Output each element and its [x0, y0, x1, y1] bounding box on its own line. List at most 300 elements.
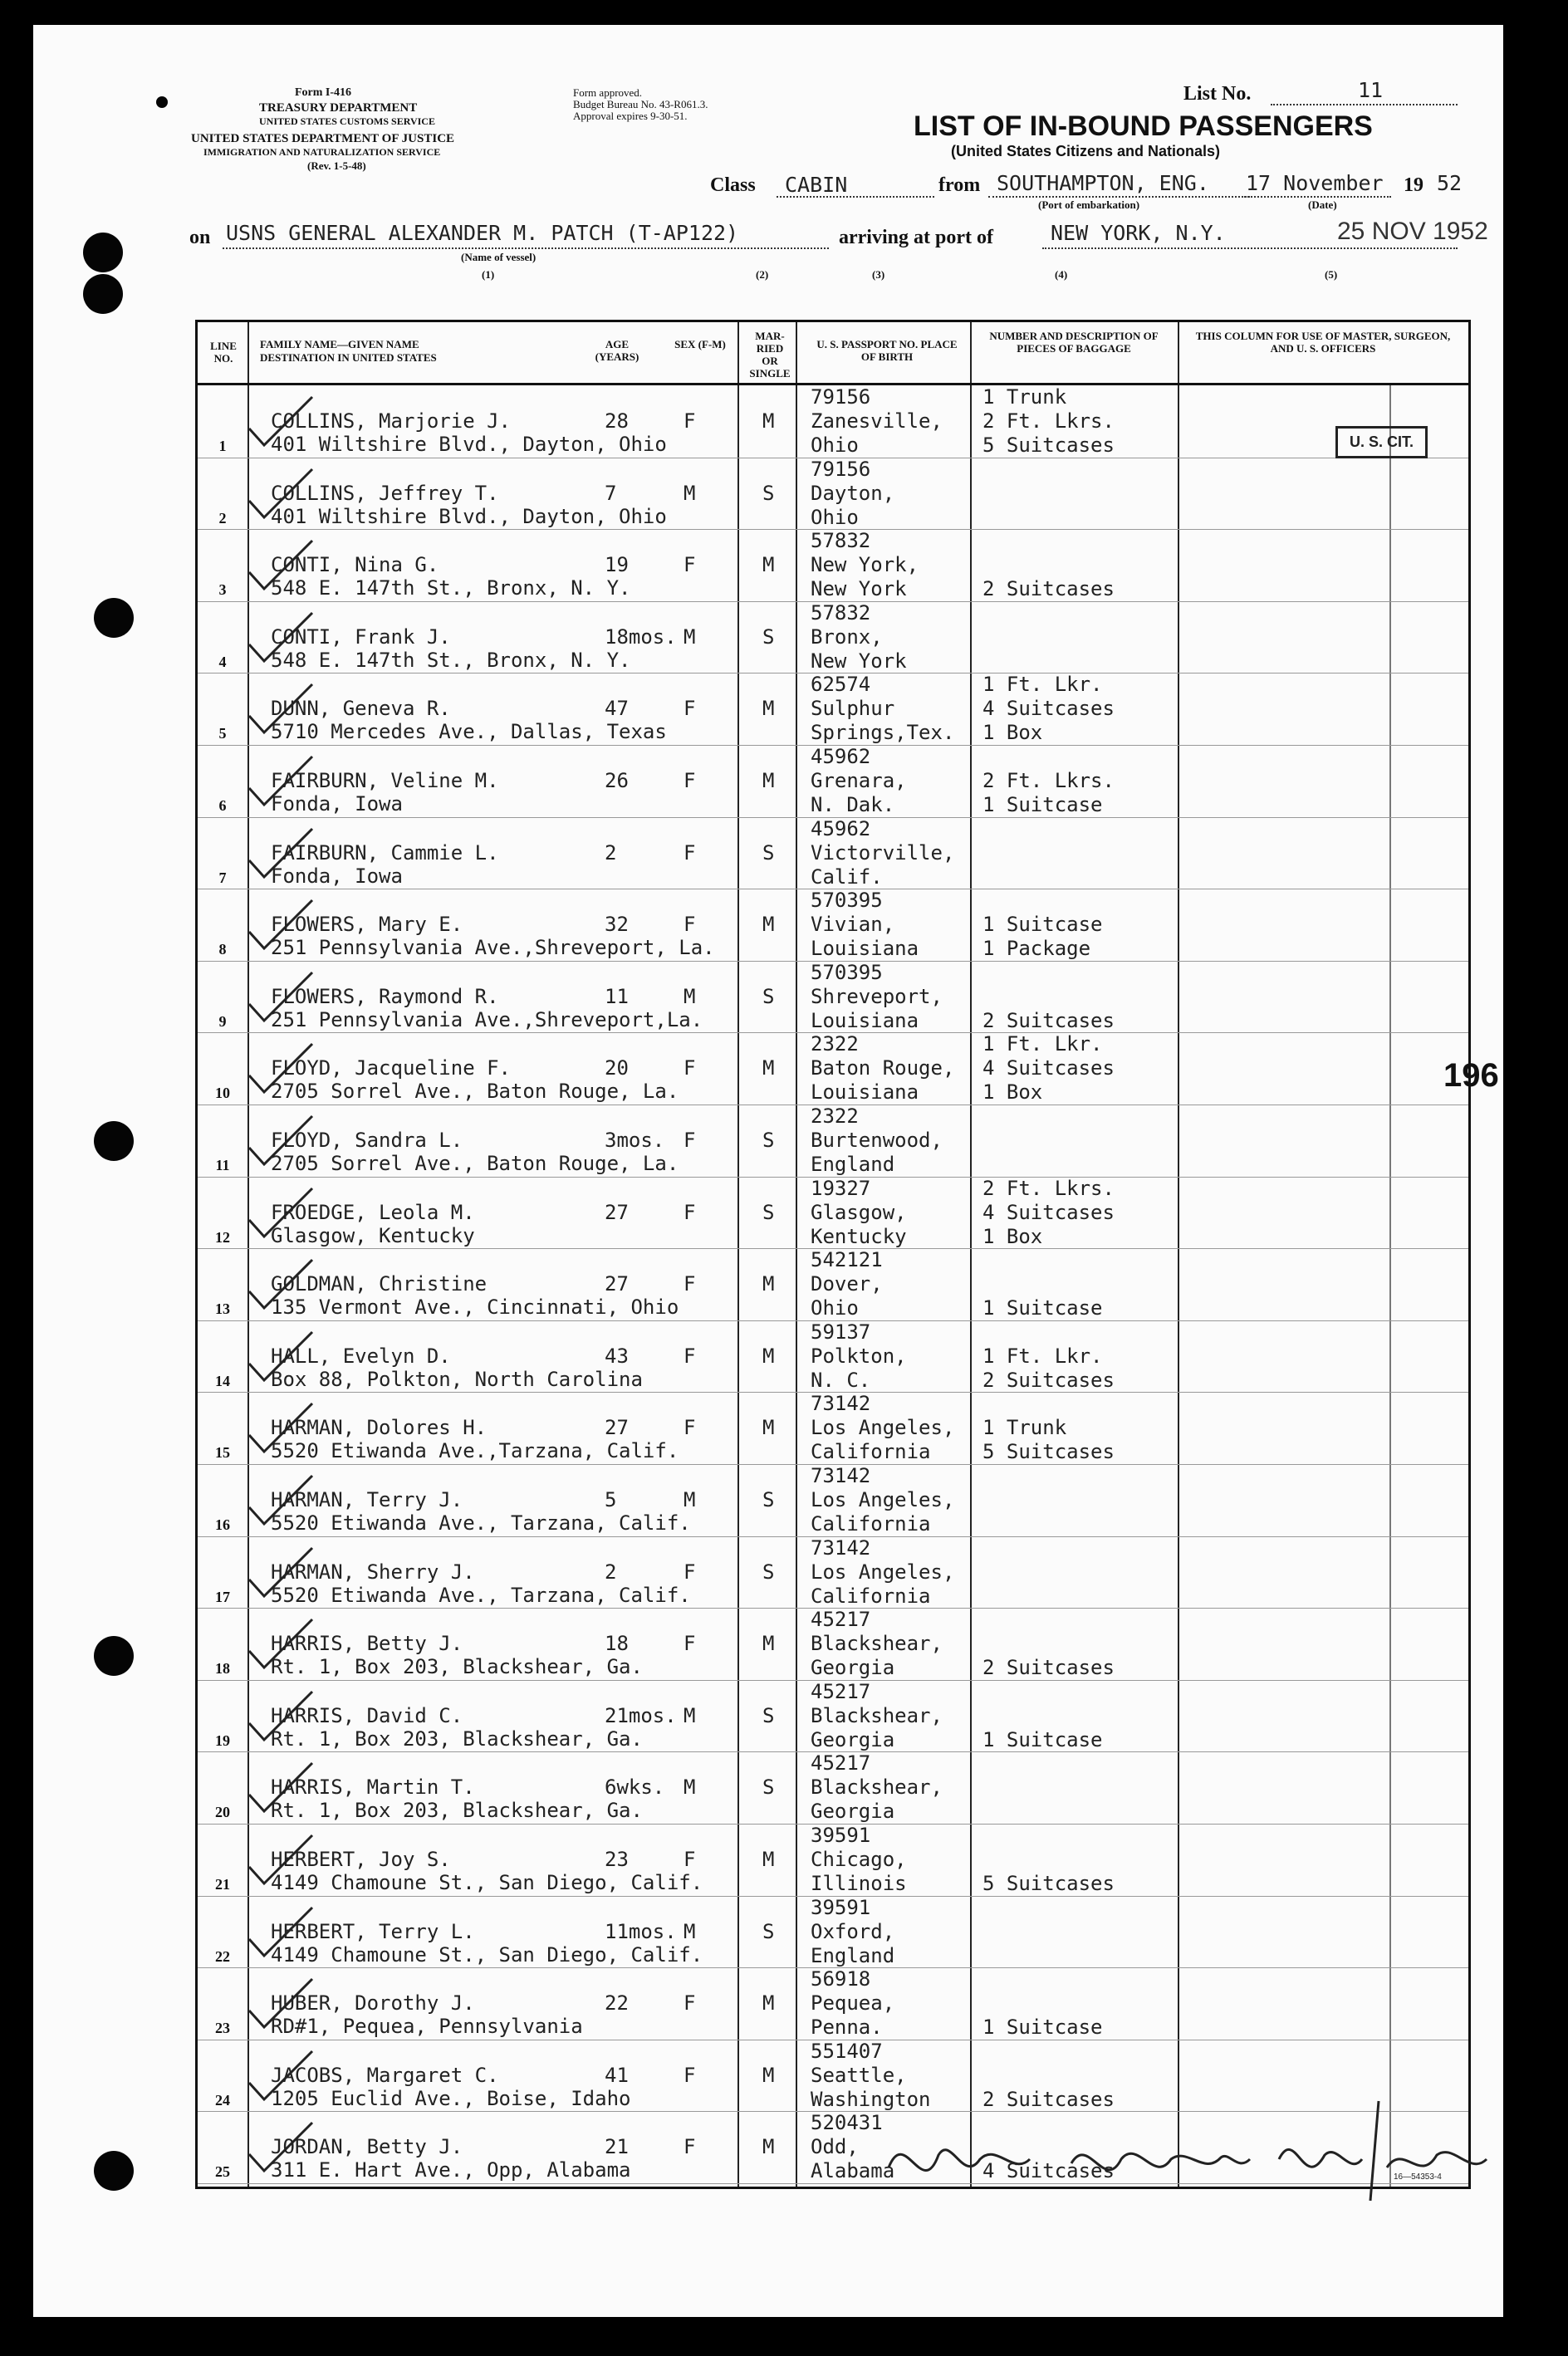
passenger-name: HUBER, Dorothy J. — [271, 1991, 475, 2016]
passenger-name: HARMAN, Sherry J. — [271, 1560, 475, 1584]
passport-birthplace: Louisiana — [811, 1080, 919, 1105]
table-row — [198, 745, 1468, 817]
passenger-address: Fonda, Iowa — [271, 864, 403, 888]
baggage-item: 5 Suitcases — [982, 1440, 1115, 1464]
revision: (Rev. 1-5-48) — [307, 159, 366, 172]
passenger-age: 11mos. — [605, 1919, 677, 1943]
date-value: 17 November — [1246, 171, 1384, 195]
marital-status: S — [762, 625, 775, 649]
line-number: 1 — [218, 438, 227, 454]
vessel-caption: (Name of vessel) — [461, 251, 537, 263]
date-line — [1242, 196, 1391, 198]
passport-birthplace: England — [811, 1943, 895, 1967]
passenger-sex: F — [684, 840, 696, 865]
passenger-name: CONTI, Frank J. — [271, 625, 451, 649]
line-number: 19 — [215, 1731, 230, 1749]
passenger-address: 251 Pennsylvania Ave.,Shreveport, La. — [271, 936, 715, 960]
passenger-age: 27 — [605, 1200, 629, 1224]
passenger-sex: M — [684, 984, 696, 1008]
header-passport: U. S. PASSPORT NO. PLACE OF BIRTH — [816, 338, 958, 363]
passport-birthplace: England — [811, 1153, 895, 1176]
passenger-address: 548 E. 147th St., Bronx, N. Y. — [271, 648, 631, 672]
passport-birthplace: Baton Rouge, — [811, 1056, 955, 1080]
passenger-address: Fonda, Iowa — [271, 792, 403, 816]
line-number: 17 — [215, 1588, 230, 1605]
document-subtitle: (United States Citizens and Nationals) — [951, 143, 1221, 159]
treasury-dept: TREASURY DEPARTMENT — [259, 101, 418, 115]
col-num-1: (1) — [482, 268, 495, 281]
class-value: CABIN — [785, 173, 848, 197]
passport-birthplace: Los Angeles, — [811, 1416, 955, 1440]
line-number: 3 — [218, 581, 227, 599]
passenger-table — [195, 320, 1499, 2189]
passenger-name: FLOYD, Jacqueline F. — [271, 1056, 511, 1080]
check-mark-icon — [246, 537, 316, 595]
line-number: 5 — [218, 725, 227, 742]
passenger-name: FROEDGE, Leola M. — [271, 1200, 475, 1224]
line-number: 21 — [215, 1876, 230, 1893]
port-embark-caption: (Port of embarkation) — [1038, 198, 1140, 211]
passenger-address: Rt. 1, Box 203, Blackshear, Ga. — [271, 1799, 643, 1823]
passport-birthplace: Dayton, — [811, 481, 895, 505]
passport-birthplace: California — [811, 1584, 931, 1608]
passport-birthplace: 73142 — [811, 1464, 871, 1487]
header-line-no: LINE NO. — [210, 340, 237, 365]
check-mark-icon — [246, 681, 316, 739]
check-mark-icon — [246, 1185, 316, 1243]
customs-service: UNITED STATES CUSTOMS SERVICE — [259, 115, 435, 127]
passenger-address: Box 88, Polkton, North Carolina — [271, 1367, 643, 1391]
passport-birthplace: 520431 — [811, 2111, 883, 2135]
passport-birthplace: 59137 — [811, 1320, 871, 1344]
passenger-address: Rt. 1, Box 203, Blackshear, Ga. — [271, 1655, 643, 1679]
form-approved: Form approved. — [573, 86, 643, 99]
col-num-5: (5) — [1325, 268, 1338, 281]
passport-birthplace: Blackshear, — [811, 1703, 943, 1727]
passenger-age: 6wks. — [605, 1776, 665, 1800]
passenger-address: 548 E. 147th St., Bronx, N. Y. — [271, 576, 631, 600]
header-name: FAMILY NAME—GIVEN NAME — [260, 338, 419, 350]
marital-status: M — [762, 2135, 775, 2159]
passport-birthplace: New York, — [811, 553, 919, 577]
passport-birthplace: New York — [811, 649, 907, 673]
marital-status: M — [762, 1344, 775, 1368]
passport-birthplace: Pequea, — [811, 1991, 895, 2016]
passport-birthplace: Kentucky — [811, 1224, 907, 1248]
passport-birthplace: 45217 — [811, 1679, 871, 1703]
passport-birthplace: Shreveport, — [811, 984, 943, 1008]
baggage-item: 1 Suitcase — [982, 793, 1103, 816]
baggage-item: 4 Suitcases — [982, 697, 1115, 721]
check-mark-icon — [246, 825, 316, 884]
baggage-item: 2 Ft. Lkrs. — [982, 1176, 1115, 1200]
passenger-sex: F — [684, 1129, 696, 1152]
line-number: 9 — [218, 1012, 227, 1030]
passenger-name: FLOWERS, Mary E. — [271, 913, 463, 937]
passport-birthplace: Georgia — [811, 1727, 895, 1751]
passport-birthplace: Ohio — [811, 505, 859, 529]
line-number: 20 — [215, 1804, 230, 1821]
arrival-port: NEW YORK, N.Y. — [1051, 221, 1226, 245]
passport-birthplace: California — [811, 1440, 931, 1464]
table-row — [198, 961, 1468, 1033]
passport-birthplace: Georgia — [811, 1656, 895, 1680]
passenger-age: 3mos. — [605, 1129, 665, 1152]
passenger-sex: F — [684, 913, 696, 937]
marital-status: S — [762, 1560, 775, 1584]
baggage-item: 1 Trunk — [982, 1416, 1067, 1440]
passport-birthplace: Illinois — [811, 1872, 907, 1895]
passenger-address: 5520 Etiwanda Ave.,Tarzana, Calif. — [271, 1439, 679, 1463]
table-row — [198, 1896, 1468, 1968]
baggage-item: 1 Box — [982, 1080, 1043, 1105]
marital-status: S — [762, 1919, 775, 1943]
passport-birthplace: 56918 — [811, 1967, 871, 1991]
passenger-sex: F — [684, 1991, 696, 2016]
passenger-age: 32 — [605, 913, 629, 937]
table-row — [198, 1824, 1468, 1896]
marital-status: M — [762, 1632, 775, 1656]
table-row — [198, 1177, 1468, 1249]
passenger-name: FAIRBURN, Cammie L. — [271, 840, 499, 865]
signature — [872, 2076, 1503, 2217]
punch-hole — [94, 598, 134, 638]
check-mark-icon — [246, 1472, 316, 1531]
annotation-number: 196 — [1443, 1057, 1499, 1094]
passenger-address: RD#1, Pequea, Pennsylvania — [271, 2015, 583, 2039]
passport-birthplace: 2322 — [811, 1105, 859, 1128]
table-row — [198, 1536, 1468, 1609]
header-sex: SEX (F-M) — [674, 338, 726, 350]
check-mark-icon — [246, 1976, 316, 2034]
justice-dept: UNITED STATES DEPARTMENT OF JUSTICE — [191, 132, 455, 145]
passport-birthplace: Alabama — [811, 2159, 895, 2183]
passport-birthplace: Zanesville, — [811, 409, 943, 433]
passenger-age: 18 — [605, 1632, 629, 1656]
check-mark-icon — [246, 610, 316, 668]
passport-birthplace: 79156 — [811, 457, 871, 481]
passport-birthplace: Blackshear, — [811, 1776, 943, 1800]
table-row — [198, 1320, 1468, 1393]
passport-birthplace: N. Dak. — [811, 793, 895, 816]
document-title: LIST OF IN-BOUND PASSENGERS — [914, 110, 1373, 142]
line-number: 10 — [215, 1085, 230, 1102]
list-no-line — [1271, 104, 1458, 105]
passenger-sex: F — [684, 1272, 696, 1296]
passport-birthplace: Springs,Tex. — [811, 721, 955, 745]
baggage-item: 2 Suitcases — [982, 1008, 1115, 1032]
punch-hole — [94, 1121, 134, 1161]
passenger-age: 21mos. — [605, 1703, 677, 1727]
passenger-name: HARRIS, Martin T. — [271, 1776, 475, 1800]
marital-status: M — [762, 769, 775, 792]
vessel-name: USNS GENERAL ALEXANDER M. PATCH (T-AP122) — [226, 221, 739, 245]
marital-status: M — [762, 409, 775, 433]
baggage-item: 4 Suitcases — [982, 1200, 1115, 1224]
check-mark-icon — [246, 1545, 316, 1603]
passenger-address: 311 E. Hart Ave., Opp, Alabama — [271, 2158, 631, 2182]
marital-status: M — [762, 1056, 775, 1080]
marital-status: M — [762, 1416, 775, 1440]
passport-birthplace: 570395 — [811, 889, 883, 913]
ins-service: IMMIGRATION AND NATURALIZATION SERVICE — [203, 146, 441, 158]
passenger-age: 11 — [605, 984, 629, 1008]
passenger-sex: F — [684, 697, 696, 721]
passport-birthplace: Odd, — [811, 2135, 859, 2159]
passenger-name: HARRIS, Betty J. — [271, 1632, 463, 1656]
passport-birthplace: 45962 — [811, 745, 871, 768]
passenger-sex: F — [684, 1344, 696, 1368]
check-mark-icon — [246, 2048, 316, 2106]
line-number: 15 — [215, 1444, 230, 1462]
baggage-item: 1 Box — [982, 1224, 1043, 1248]
passenger-address: 4149 Chamoune St., San Diego, Calif. — [271, 1942, 703, 1967]
passport-birthplace: Seattle, — [811, 2063, 907, 2087]
passenger-age: 21 — [605, 2135, 629, 2159]
marital-status: M — [762, 2063, 775, 2087]
passenger-name: HARMAN, Terry J. — [271, 1488, 463, 1511]
check-mark-icon — [246, 1904, 316, 1962]
passport-birthplace: Ohio — [811, 1296, 859, 1320]
marital-status: M — [762, 697, 775, 721]
table-row — [198, 1248, 1468, 1320]
passenger-address: 2705 Sorrel Ave., Baton Rouge, La. — [271, 1080, 679, 1104]
check-mark-icon — [246, 1256, 316, 1315]
passport-birthplace: 542121 — [811, 1248, 883, 1272]
passport-birthplace: Los Angeles, — [811, 1560, 955, 1584]
passport-birthplace: 19327 — [811, 1176, 871, 1200]
header-baggage: NUMBER AND DESCRIPTION OF PIECES OF BAGGAGE — [989, 330, 1159, 355]
punch-hole — [83, 274, 123, 314]
check-mark-icon — [246, 394, 316, 452]
punch-hole — [94, 2151, 134, 2191]
table-row — [198, 1392, 1468, 1464]
class-label: Class — [710, 174, 756, 196]
passenger-age: 41 — [605, 2063, 629, 2087]
passenger-address: 4149 Chamoune St., San Diego, Calif. — [271, 1871, 703, 1894]
table-row — [198, 601, 1468, 673]
baggage-item: 2 Suitcases — [982, 1368, 1115, 1392]
year-suffix: 52 — [1437, 171, 1463, 195]
table-row — [198, 889, 1468, 961]
check-mark-icon — [246, 969, 316, 1027]
passenger-sex: F — [684, 409, 696, 433]
passport-birthplace: Sulphur — [811, 697, 895, 721]
header-officers: THIS COLUMN FOR USE OF MASTER, SURGEON, AND U. S. OFFICERS — [1195, 330, 1451, 355]
line-number: 23 — [215, 2020, 230, 2037]
line-number: 16 — [215, 1516, 230, 1533]
passenger-name: CONTI, Nina G. — [271, 553, 439, 577]
baggage-item: 1 Suitcase — [982, 1296, 1103, 1320]
punch-hole — [94, 1636, 134, 1676]
passport-birthplace: Victorville, — [811, 840, 955, 865]
passport-birthplace: Los Angeles, — [811, 1488, 955, 1511]
passport-birthplace: Polkton, — [811, 1344, 907, 1368]
passenger-address: Rt. 1, Box 203, Blackshear, Ga. — [271, 1727, 643, 1751]
marital-status: S — [762, 984, 775, 1008]
passport-birthplace: 45962 — [811, 816, 871, 840]
document-page — [33, 25, 1503, 2317]
arriving-label: arriving at port of — [839, 227, 993, 248]
punch-hole — [83, 233, 123, 272]
header-married: MAR-RIED OR SINGLE — [749, 330, 791, 380]
passport-birthplace: Oxford, — [811, 1919, 895, 1943]
line-number: 6 — [218, 797, 227, 814]
passenger-sex: F — [684, 1056, 696, 1080]
marital-status: S — [762, 840, 775, 865]
check-mark-icon — [246, 1688, 316, 1746]
table-row — [198, 458, 1468, 530]
footer-code: 16—54353-4 — [1394, 2172, 1442, 2182]
passport-birthplace: 45217 — [811, 1751, 871, 1776]
passenger-age: 27 — [605, 1416, 629, 1440]
passenger-sex: M — [684, 625, 696, 649]
baggage-item: 1 Suitcase — [982, 2016, 1103, 2040]
passenger-address: 5520 Etiwanda Ave., Tarzana, Calif. — [271, 1511, 691, 1535]
baggage-item: 5 Suitcases — [982, 433, 1115, 457]
passenger-sex: F — [684, 553, 696, 577]
passenger-age: 28 — [605, 409, 629, 433]
passenger-name: COLLINS, Jeffrey T. — [271, 481, 499, 505]
passenger-age: 7 — [605, 481, 617, 505]
passport-birthplace: 39591 — [811, 1824, 871, 1847]
line-number: 24 — [215, 2091, 230, 2109]
class-line — [777, 196, 934, 198]
baggage-item: 1 Ft. Lkr. — [982, 1032, 1103, 1056]
passenger-age: 2 — [605, 840, 617, 865]
line-number: 13 — [215, 1300, 230, 1318]
marital-status: M — [762, 1991, 775, 2016]
passport-birthplace: Georgia — [811, 1800, 895, 1824]
table-row — [198, 1105, 1468, 1177]
passport-birthplace: Ohio — [811, 433, 859, 457]
baggage-item: 1 Trunk — [982, 385, 1067, 409]
table-row — [198, 1608, 1468, 1680]
check-mark-icon — [246, 1400, 316, 1458]
from-value: SOUTHAMPTON, ENG. — [997, 171, 1209, 195]
line-number: 12 — [215, 1228, 230, 1246]
marital-status: M — [762, 1272, 775, 1296]
passenger-sex: M — [684, 1919, 696, 1943]
passport-birthplace: N. C. — [811, 1368, 871, 1392]
budget-bureau: Budget Bureau No. 43-R061.3. — [573, 98, 708, 110]
from-line — [988, 196, 1250, 198]
passenger-sex: F — [684, 1200, 696, 1224]
date-caption: (Date) — [1308, 198, 1337, 211]
passport-birthplace: Washington — [811, 2087, 931, 2111]
header-age: AGE (YEARS) — [595, 338, 639, 363]
baggage-item: 1 Suitcase — [982, 1727, 1103, 1751]
passport-birthplace: Chicago, — [811, 1848, 907, 1871]
from-label: from — [938, 174, 981, 196]
line-number: 11 — [215, 1157, 230, 1173]
baggage-item: 5 Suitcases — [982, 1872, 1115, 1895]
passenger-sex: M — [684, 1776, 696, 1800]
check-mark-icon — [246, 1041, 316, 1099]
passenger-address: 251 Pennsylvania Ave.,Shreveport,La. — [271, 1007, 703, 1031]
check-mark-icon — [246, 1616, 316, 1674]
passenger-name: HALL, Evelyn D. — [271, 1344, 451, 1368]
punch-hole-small — [156, 96, 168, 108]
passenger-sex: F — [684, 1560, 696, 1584]
baggage-item: 4 Suitcases — [982, 1056, 1115, 1080]
marital-status: M — [762, 1848, 775, 1871]
passenger-name: FAIRBURN, Veline M. — [271, 769, 499, 792]
col-num-3: (3) — [872, 268, 885, 281]
table-row — [198, 1751, 1468, 1824]
passport-birthplace: Grenara, — [811, 769, 907, 792]
passenger-age: 26 — [605, 769, 629, 792]
passenger-address: 1205 Euclid Ave., Boise, Idaho — [271, 2086, 631, 2110]
marital-status: S — [762, 1703, 775, 1727]
table-row — [198, 1967, 1468, 2040]
passenger-age: 47 — [605, 697, 629, 721]
passport-birthplace: Penna. — [811, 2016, 883, 2040]
check-mark-icon — [246, 753, 316, 811]
passenger-name: FLOYD, Sandra L. — [271, 1129, 463, 1152]
passenger-name: HARMAN, Dolores H. — [271, 1416, 488, 1440]
passenger-age: 43 — [605, 1344, 629, 1368]
passport-birthplace: 73142 — [811, 1536, 871, 1560]
passenger-address: 135 Vermont Ave., Cincinnati, Ohio — [271, 1296, 679, 1320]
passenger-sex: F — [684, 2063, 696, 2087]
baggage-item: 1 Suitcase — [982, 913, 1103, 937]
marital-status: S — [762, 1488, 775, 1511]
passenger-name: COLLINS, Marjorie J. — [271, 409, 511, 433]
passport-birthplace: 57832 — [811, 600, 871, 625]
check-mark-icon — [246, 897, 316, 955]
passport-birthplace: California — [811, 1512, 931, 1536]
passport-birthplace: 570395 — [811, 960, 883, 984]
passenger-address: 401 Wiltshire Blvd., Dayton, Ohio — [271, 504, 667, 528]
passport-birthplace: New York — [811, 577, 907, 601]
table-row — [198, 1680, 1468, 1752]
passport-birthplace: 57832 — [811, 529, 871, 553]
passenger-age: 22 — [605, 1991, 629, 2016]
baggage-item: 1 Ft. Lkr. — [982, 673, 1103, 697]
col-num-2: (2) — [756, 268, 769, 281]
passenger-sex: F — [684, 2135, 696, 2159]
passenger-sex: F — [684, 1848, 696, 1871]
marital-status: S — [762, 1129, 775, 1152]
passenger-name: JORDAN, Betty J. — [271, 2135, 463, 2159]
passport-birthplace: Louisiana — [811, 937, 919, 961]
baggage-item: 2 Suitcases — [982, 1656, 1115, 1680]
header-destination: DESTINATION IN UNITED STATES — [260, 351, 437, 364]
baggage-item: 2 Ft. Lkrs. — [982, 409, 1115, 433]
baggage-item: 2 Ft. Lkrs. — [982, 769, 1115, 792]
table-row — [198, 673, 1468, 745]
passenger-sex: M — [684, 1703, 696, 1727]
marital-status: S — [762, 1200, 775, 1224]
port-line — [1042, 247, 1458, 249]
form-number: Form I-416 — [295, 86, 352, 99]
passenger-sex: F — [684, 769, 696, 792]
passenger-age: 23 — [605, 1848, 629, 1871]
passport-birthplace: Dover, — [811, 1272, 883, 1296]
on-label: on — [189, 227, 211, 248]
passenger-sex: F — [684, 1416, 696, 1440]
line-number: 22 — [215, 1947, 230, 1965]
table-row — [198, 385, 1468, 458]
marital-status: S — [762, 481, 775, 505]
passport-birthplace: Glasgow, — [811, 1200, 907, 1224]
table-row — [198, 817, 1468, 889]
passport-birthplace: 62574 — [811, 673, 871, 697]
baggage-item: 1 Package — [982, 937, 1091, 961]
line-number: 2 — [218, 509, 227, 527]
passport-birthplace: 73142 — [811, 1392, 871, 1416]
